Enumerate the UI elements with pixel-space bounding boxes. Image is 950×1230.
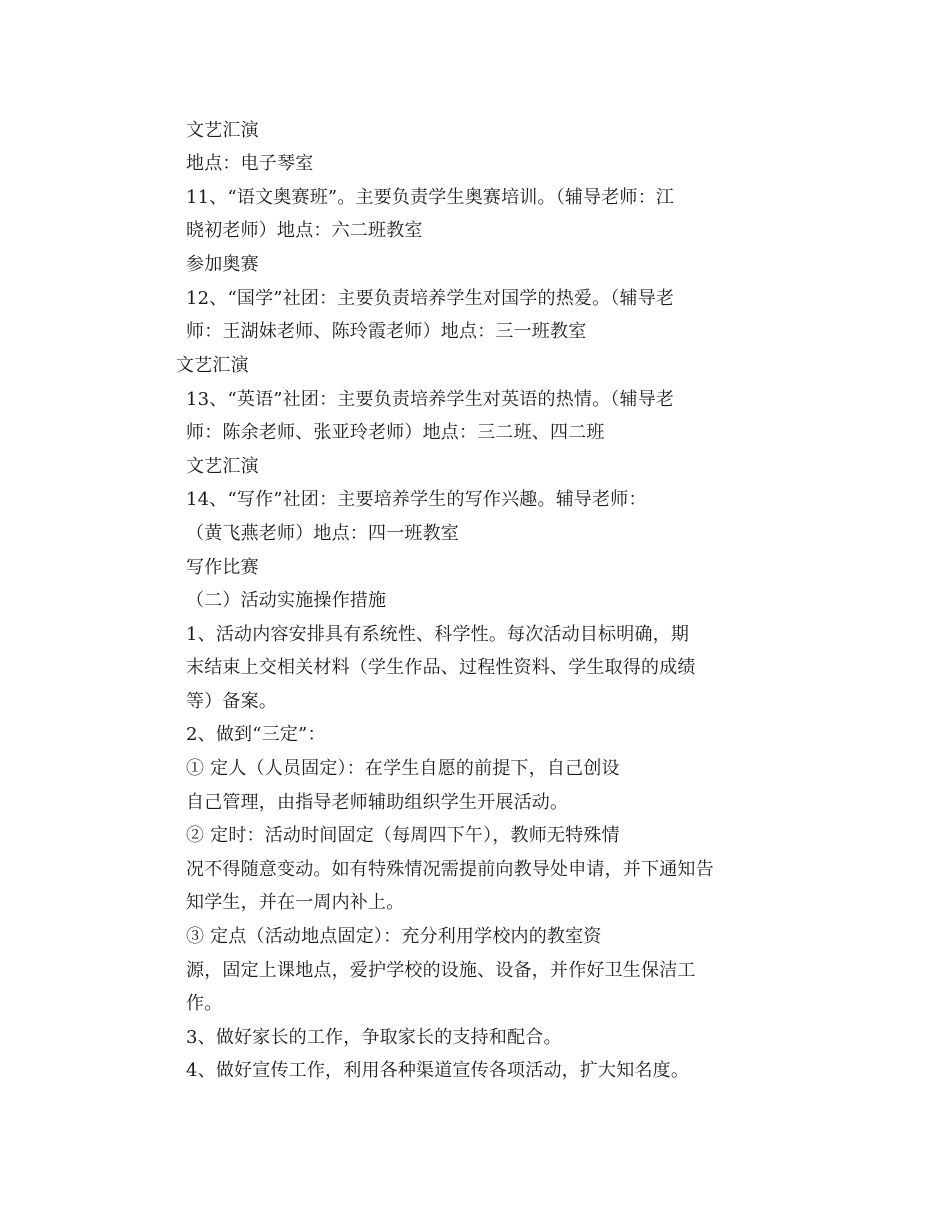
text-line: 末结束上交相关材料（学生作品、过程性资料、学生取得的成绩	[186, 657, 696, 678]
text-line: 12、“国学”社团：主要负责培养学生对国学的热爱。（辅导老	[186, 288, 675, 309]
text-line: 文艺汇演	[176, 355, 249, 376]
text-line: 等）备案。	[186, 691, 277, 712]
text-line: 源，固定上课地点，爱护学校的设施、设备，并作好卫生保洁工	[186, 960, 696, 981]
text-line: 11、“语文奥赛班”。主要负责学生奥赛培训。（辅导老师：江	[186, 187, 675, 208]
text-line: （黄飞燕老师）地点：四一班教室	[186, 523, 459, 544]
text-line: 自己管理，由指导老师辅助组织学生开展活动。	[186, 792, 569, 813]
text-line: 2、做到“三定”：	[186, 724, 326, 745]
text-line: 文艺汇演	[186, 120, 259, 141]
text-line: ③ 定点（活动地点固定）：充分利用学校内的教室资	[186, 926, 602, 947]
section-heading: （二）活动实施操作措施	[186, 590, 387, 611]
text-line: 13、“英语”社团：主要负责培养学生对英语的热情。（辅导老	[186, 389, 675, 410]
text-line: 参加奥赛	[186, 254, 259, 275]
text-line: 况不得随意变动。如有特殊情况需提前向教导处申请，并下通知告	[186, 859, 714, 880]
text-line: 4、做好宣传工作，利用各种渠道宣传各项活动，扩大知名度。	[186, 1060, 690, 1081]
text-line: 师：陈余老师、张亚玲老师）地点：三二班、四二班	[186, 422, 605, 443]
text-line: 师：王湖妹老师、陈玲霞老师）地点：三一班教室	[186, 321, 587, 342]
text-line: 晓初老师）地点：六二班教室	[186, 220, 423, 241]
text-line: 14、“写作”社团：主要培养学生的写作兴趣。辅导老师：	[186, 489, 647, 510]
text-line: 3、做好家长的工作，争取家长的支持和配合。	[186, 1027, 562, 1048]
text-line: ① 定人（人员固定）：在学生自愿的前提下，自己创设	[186, 758, 620, 779]
text-line: 写作比赛	[186, 557, 259, 578]
text-line: 作。	[186, 993, 223, 1014]
text-line: 文艺汇演	[186, 456, 259, 477]
text-line: 知学生，并在一周内补上。	[186, 892, 405, 913]
text-line: ② 定时：活动时间固定（每周四下午），教师无特殊情	[186, 825, 620, 846]
text-line: 1、活动内容安排具有系统性、科学性。每次活动目标明确，期	[186, 624, 690, 645]
text-line: 地点：电子琴室	[186, 153, 314, 174]
